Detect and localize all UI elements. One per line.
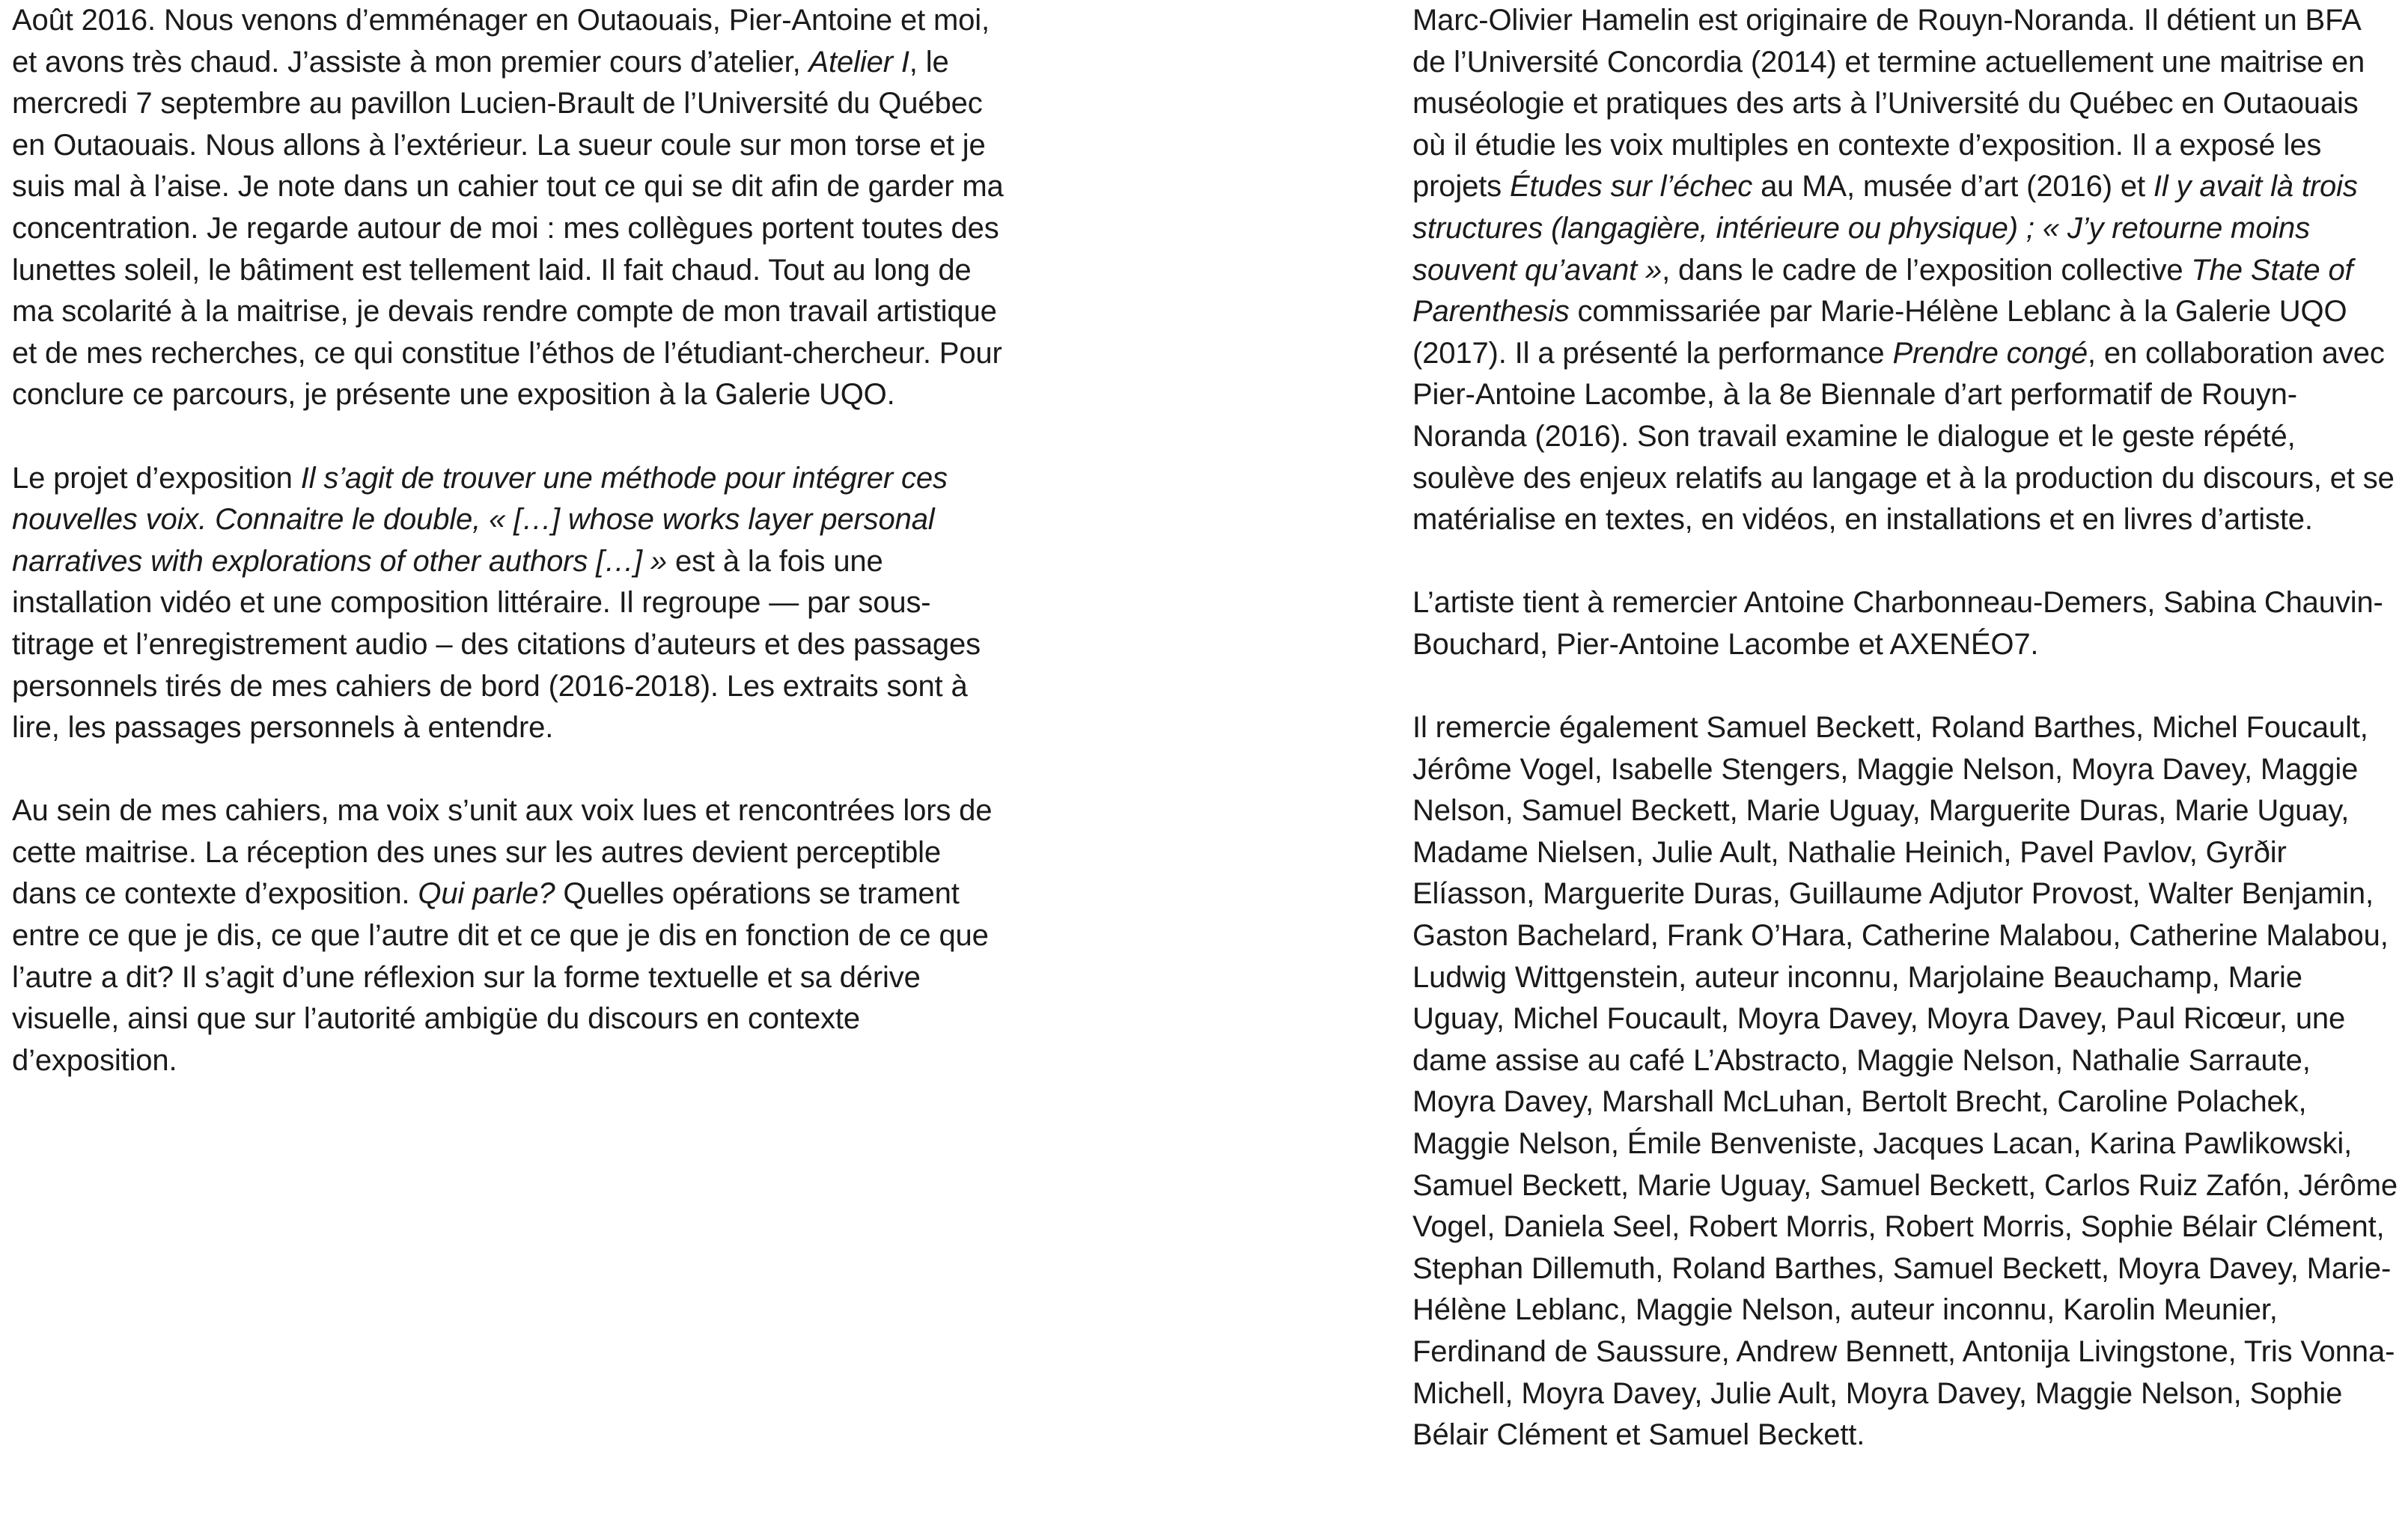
acknowledgements-paragraph: L’artiste tient à remercier Antoine Charbonneau-Demers, Sabina Chauvin-Bouchard, Pier-Antoine Lacombe et AXENÉO7. [1412,586,2383,661]
intro-text-2: , le mercredi 7 septembre au pavillon Lucien-Brault de l’Université du Québec en Outaouais. Nous allons à l’extérieur. La sueur coule sur mon torse et je suis mal à l’aise. Je note dans un cahier tout ce qui se dit afin de garder ma concentration. Je regarde autour de moi : mes collègues portent toutes des lunettes soleil, le bâtiment est tellement laid. Il fait chaud. Tout au long de ma scolarité à la maitrise, je devais rendre compte de mon travail artistique et de mes recherches, ce qui constitue l’éthos de l’étudiant-chercheur. Pour conclure ce parcours, je présente une exposition à la Galerie UQO. [12,45,1004,412]
project-paragraph [12,458,1008,749]
project-text-1: Le projet d’exposition [12,461,301,495]
bio-italic-performance: Prendre congé [1892,336,2088,370]
references-thanks-paragraph: Il remercie également Samuel Beckett, Roland Barthes, Michel Foucault, Jérôme Vogel, Isabelle Stengers, Maggie Nelson, Moyra Davey, Maggie Nelson, Samuel Beckett, Marie Uguay, Marguerite Duras, Marie Uguay, Madame Nielsen, Julie Ault, Nathalie Heinich, Pavel Pavlov, Gyrðir Elíasson, Marguerite Duras, Guillaume Adjutor Provost, Walter Benjamin, Gaston Bachelard, Frank O’Hara, Catherine Malabou, Catherine Malabou, Ludwig Wittgenstein, auteur inconnu, Marjolaine Beauchamp, Marie Uguay, Michel Foucault, Moyra Davey, Moyra Davey, Paul Ricœur, une dame assise au café L’Abstracto, Maggie Nelson, Nathalie Sarraute, Moyra Davey, Marshall McLuhan, Bertolt Brecht, Caroline Polachek, Maggie Nelson, Émile Benveniste, Jacques Lacan, Karina Pawlikowski, Samuel Beckett, Marie Uguay, Samuel Beckett, Carlos Ruiz Zafón, Jérôme Vogel, Daniela Seel, Robert Morris, Robert Morris, Sophie Bélair Clément, Stephan Dillemuth, Roland Barthes, Samuel Beckett, Moyra Davey, Marie-Hélène Leblanc, Maggie Nelson, auteur inconnu, Karolin Meunier, Ferdinand de Saussure, Andrew Bennett, Antonija Livingstone, Tris Vonna-Michell, Moyra Davey, Julie Ault, Moyra Davey, Maggie Nelson, Sophie Bélair Clément et Samuel Beckett. [1412,711,2398,1452]
notebooks-text-2: Quelles opérations se trament entre ce que je dis, ce que l’autre dit et ce que je dis en fonction de ce que l’autre a dit? Il s’agit d’une réflexion sur la forme textuelle et sa dérive visuelle, ainsi que sur l’autorité ambigüe du discours en contexte d’exposition. [12,877,989,1077]
project-italic-title: Il s’agit de trouver une méthode pour intégrer ces nouvelles voix. Connaitre le double, « […] whose works layer personal narratives with explorations of other authors […] » [12,461,948,578]
notebooks-paragraph [12,790,1008,1081]
bio-text-4: commissariée par Marie-Hélène Leblanc à la Galerie UQO (2017). Il a présenté la performance [1412,295,2347,370]
bio-italic-exhibition: The State of Parenthesis [1412,253,2353,329]
right-text-column [1412,0,2398,1456]
notebooks-text-1: Au sein de mes cahiers, ma voix s’unit aux voix lues et rencontrées lors de cette maitrise. La réception des unes sur les autres devient perceptible dans ce contexte d’exposition. [12,794,993,911]
left-text-column [12,0,1008,1081]
bio-text-3: , dans le cadre de l’exposition collective [1662,253,2192,287]
bio-text-5: , en collaboration avec Pier-Antoine Lacombe, à la 8e Biennale d’art performatif de Rouyn-Noranda (2016). Son travail examine le dialogue et le geste répété, soulève des enjeux relatifs au langage et à la production du discours, et se matérialise en textes, en vidéos, en installations et en livres d’artiste. [1412,336,2395,537]
intro-paragraph [12,0,1008,416]
bio-text-2: au MA, musée d’art (2016) et [1752,170,2154,204]
project-text-2: est à la fois une installation vidéo et une composition littéraire. Il regroupe — par sous-titrage et l’enregistrement audio – des citations d’auteurs et des passages personnels tirés de mes cahiers de bord (2016-2018). Les extraits sont à lire, les passages personnels à entendre. [12,544,981,745]
notebooks-italic-question: Qui parle? [418,877,555,911]
intro-italic-course-title: Atelier I [808,45,909,79]
bio-italic-project-1: Études sur l’échec [1509,170,1753,204]
bio-italic-project-2: Il y avait là trois structures (langagière, intérieure ou physique) ; « J’y retourne moins souvent qu’avant » [1412,170,2358,287]
intro-text-1: Août 2016. Nous venons d’emménager en Outaouais, Pier-Antoine et moi, et avons très chaud. J’assiste à mon premier cours d’atelier, [12,4,990,79]
artist-bio-paragraph [1412,0,2398,541]
bio-text-1: Marc-Olivier Hamelin est originaire de Rouyn-Noranda. Il détient un BFA de l’Université Concordia (2014) et termine actuellement une maitrise en muséologie et pratiques des arts à l’Université du Québec en Outaouais où il étudie les voix multiples en contexte d’exposition. Il a exposé les projets [1412,4,2365,204]
